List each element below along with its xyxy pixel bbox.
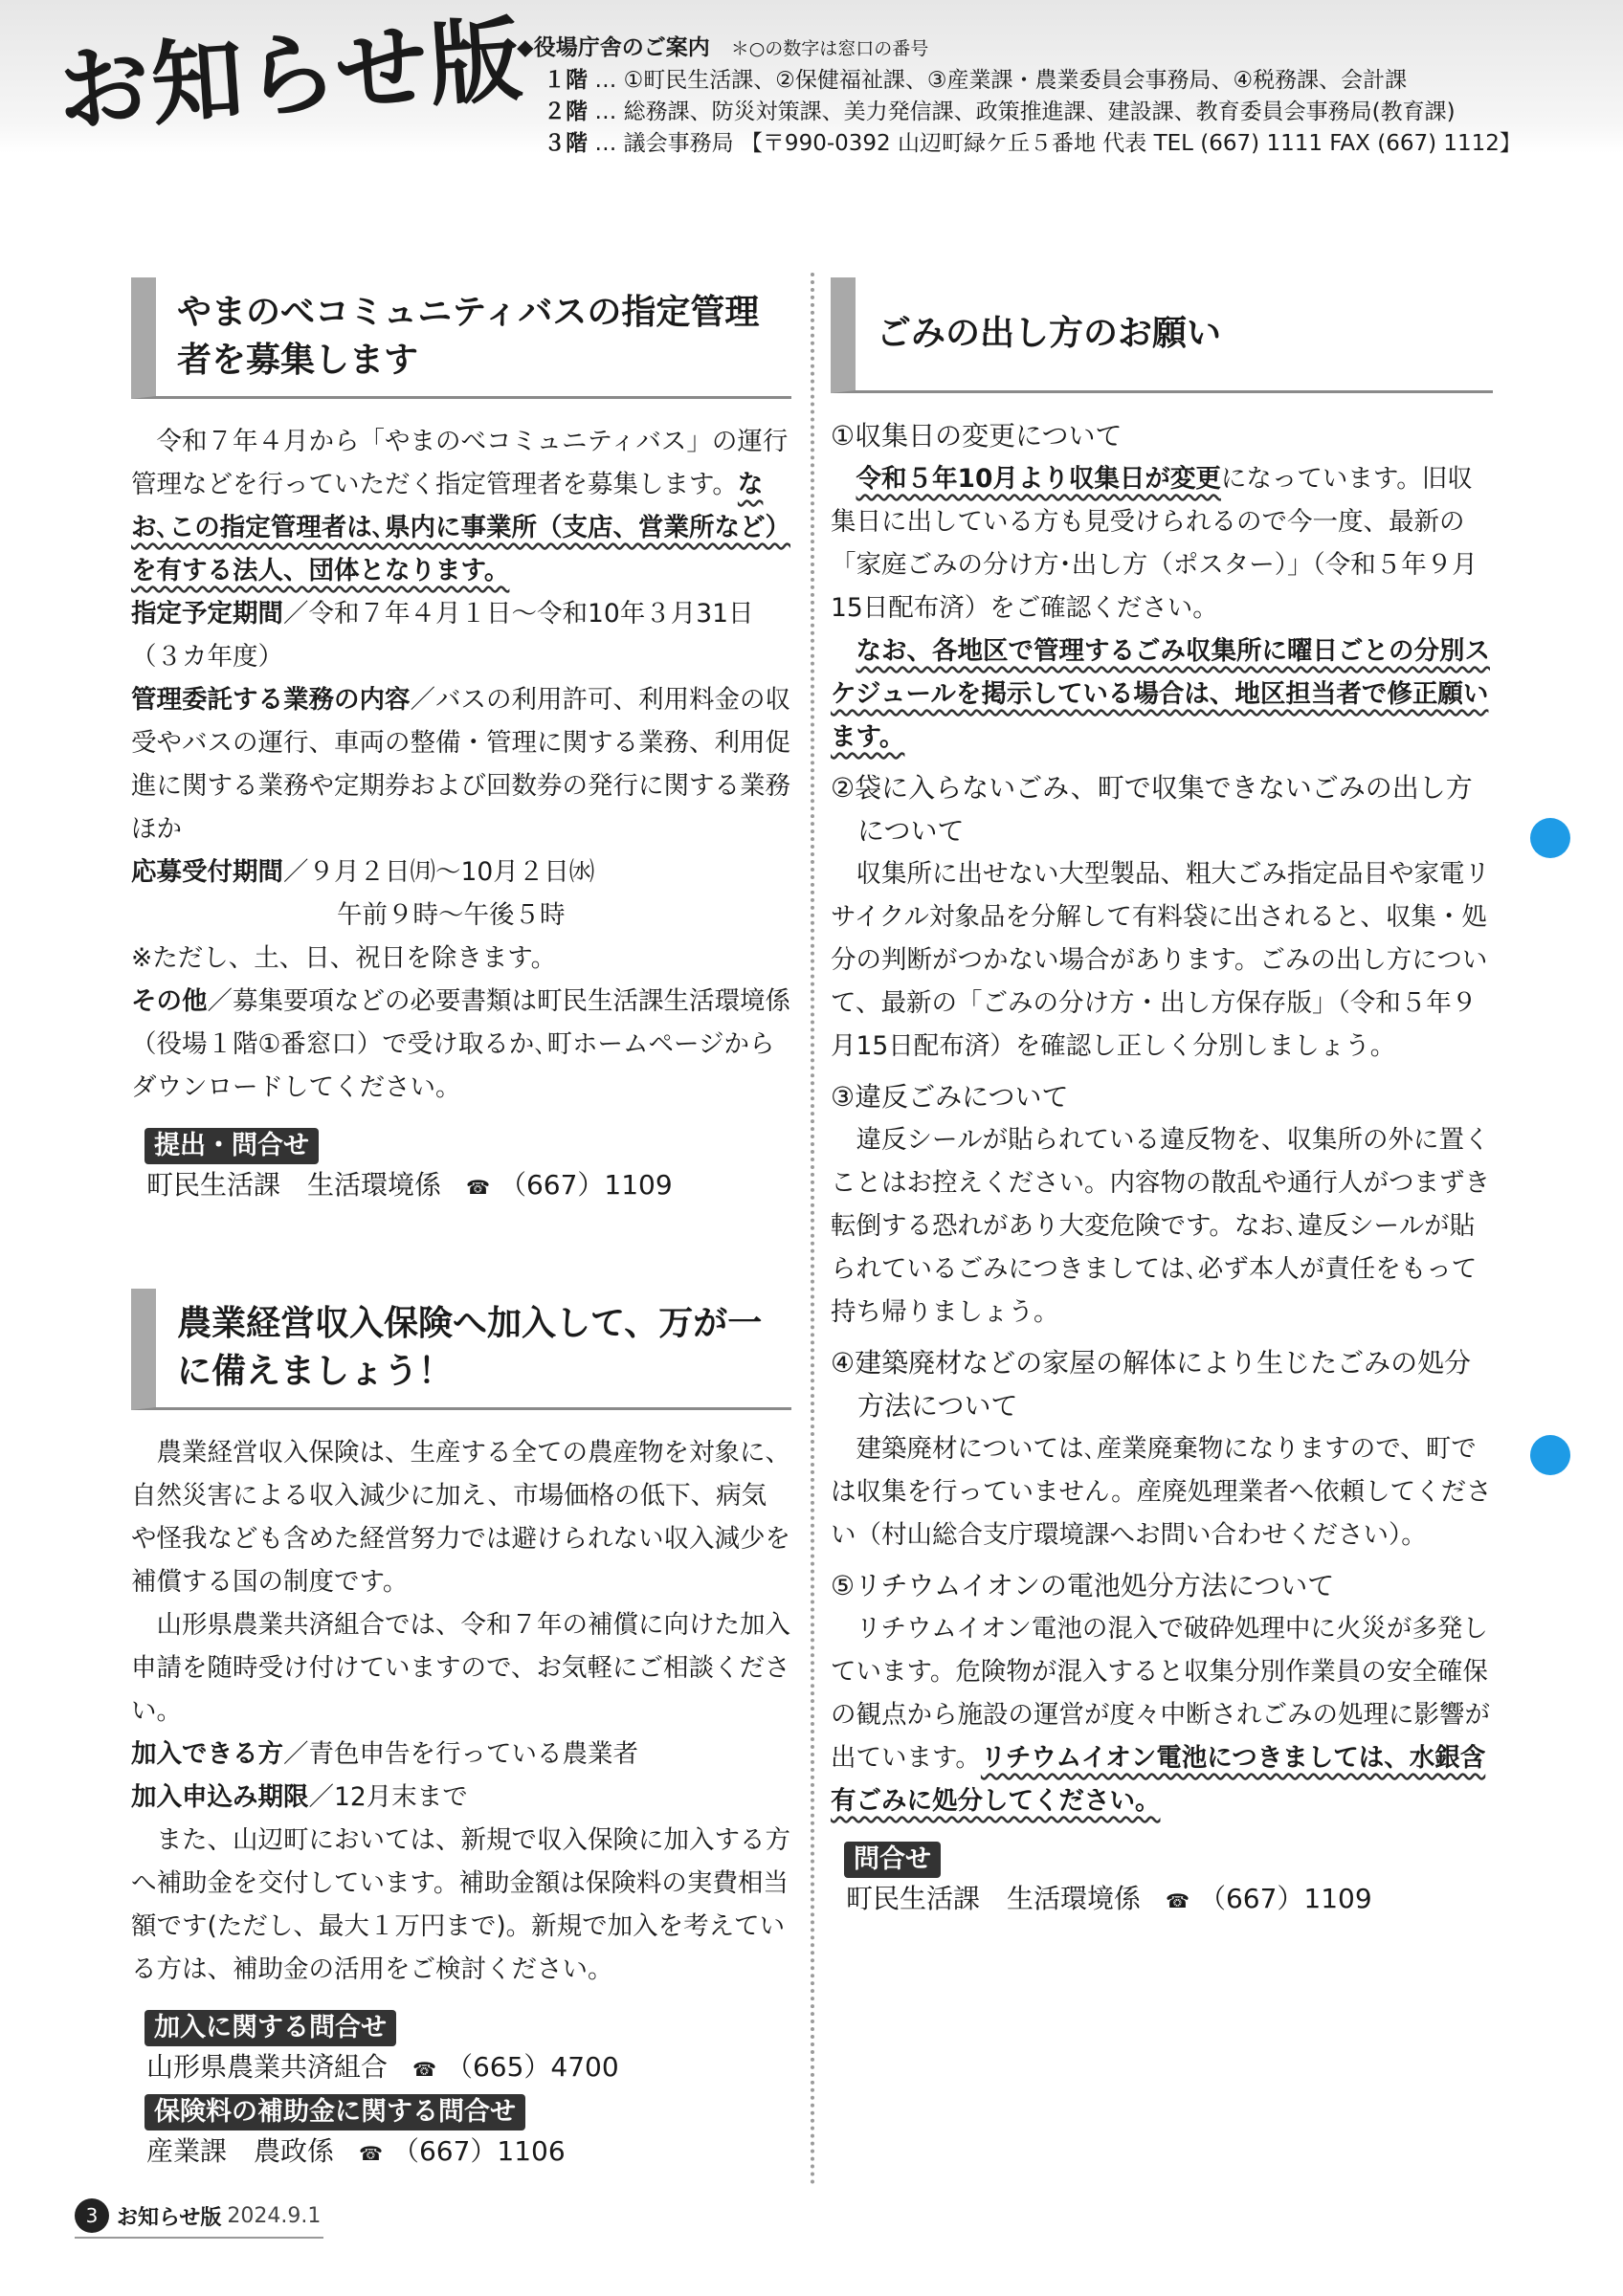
farm-contact1-badge: 加入に関する問合せ: [145, 2010, 396, 2046]
floor-line: ２階 … 総務課、防災対策課、美力発信課、政策推進課、建設課、教育委員会事務局(教育課): [544, 99, 1456, 124]
office-guide: [517, 33, 1522, 160]
floor-line: ３階 … 議会事務局 【〒990-0392 山辺町緑ケ丘５番地 代表 TEL (667) 1111 FAX (667) 1112】: [544, 131, 1522, 156]
footer-title: お知らせ版: [117, 2205, 222, 2230]
bus-other: その他／募集要項などの必要書類は町民生活課生活環境係（役場１階①番窓口）で受け取るか､町ホームページからダウンロードしてください。: [131, 986, 790, 1102]
farm-who: 加入できる方／青色申告を行っている農業者: [131, 1739, 638, 1769]
farm-contact2-badge: 保険料の補助金に関する問合せ: [145, 2094, 525, 2130]
phone-icon: ☎: [1166, 1889, 1189, 1912]
office-guide-note: ＊○の数字は窓口の番号: [730, 38, 929, 59]
garbage-s1-heading: ①収集日の変更について: [831, 420, 1123, 452]
farm-section-title: 農業経営収入保険へ加入して、万が一に備えましょう！: [131, 1289, 791, 1410]
left-column: [131, 277, 791, 2175]
garbage-s2-heading: ②袋に入らないごみ、町で収集できないごみの出し方について: [831, 772, 1473, 847]
column-divider: [811, 273, 814, 2186]
garbage-contact-badge: 問合せ: [844, 1842, 941, 1878]
garbage-s2-text: 収集所に出せない大型製品、粗大ごみ指定品目や家電リサイクル対象品を分解して有料袋に出されると、収集・処分の判断がつかない場合があります。ごみの出し方について、最新の「ごみの分け方・出し方保存版」（令和５年９月15日配布済）を確認し正しく分別しましょう。: [831, 859, 1490, 1061]
bus-work: 管理委託する業務の内容／バスの利用許可、利用料金の収受やバスの運行、車両の整備・管理に関する業務、利用促進に関する業務や定期券および回数券の発行に関する業務ほか: [131, 685, 790, 844]
right-column: [831, 277, 1493, 1922]
page-footer: [75, 2198, 323, 2239]
garbage-s1-emphasis: なお、各地区で管理するごみ収集所に曜日ごとの分別スケジュールを掲示している場合は、地区担当者で修正願います。: [831, 636, 1490, 752]
floor-line: １階 … ①町民生活課、②保健福祉課、③産業課・農業委員会事務局、④税務課、会計課: [544, 68, 1408, 93]
bus-accept: 応募受付期間／９月２日㈪～10月２日㈬: [131, 857, 595, 887]
farm-p3: また、山辺町においては、新規で収入保険に加入する方へ補助金を交付しています。補助金額は保険料の実費相当額です(ただし、最大１万円まで)。新規で加入を考えている方は、補助金の活用をご検討ください。: [131, 1825, 790, 1984]
bus-intro: 令和７年４月から「やまのべコミュニティバス」の運行管理などを行っていただく指定管理者を募集します。なお､この指定管理者は､県内に事業所（支店、営業所など）を有する法人、団体となります。: [131, 427, 790, 585]
bus-accept-time: 午前９時～午後５時: [337, 900, 566, 930]
garbage-s5-text: リチウムイオン電池の混入で破砕処理中に火災が多発しています。危険物が混入すると収集分別作業員の安全確保の観点から施設の運営が度々中断されごみの処理に影響が出ています。リチウムイオン電池につきましては、水銀含有ごみに処分してください。: [831, 1614, 1490, 1816]
newsletter-logo: お知らせ版: [54, 5, 527, 145]
farm-contact2: 産業課 農政係 ☎ （667）1106: [146, 2135, 566, 2167]
farm-p1: 農業経営収入保険は、生産する全ての農産物を対象に、自然災害による収入減少に加え、市場価格の低下、病気や怪我なども含めた経営努力では避けられない収入減少を補償する国の制度です。: [131, 1438, 790, 1597]
bus-intro-emphasis: なお､この指定管理者は､県内に事業所（支店、営業所など）を有する法人、団体となります。: [131, 470, 790, 585]
bus-contact-badge: 提出・問合せ: [145, 1128, 319, 1164]
garbage-s1-text: 令和５年10月より収集日が変更になっています。旧収集日に出している方も見受けられるので今一度、最新の「家庭ごみの分け方･出し方（ポスター）」（令和５年９月15日配布済）をご確認ください。: [831, 464, 1478, 623]
bus-accept-note: ※ただし、土、日、祝日を除きます。: [131, 943, 557, 973]
office-guide-title: ◆役場庁舎のご案内: [517, 35, 710, 60]
garbage-s5-heading: ⑤リチウムイオンの電池処分方法について: [831, 1570, 1335, 1601]
farm-deadline: 加入申込み期限／12月末まで: [131, 1782, 468, 1812]
phone-icon: ☎: [412, 2058, 436, 2081]
phone-icon: ☎: [359, 2142, 383, 2165]
decorative-dot: [1530, 1435, 1570, 1475]
garbage-s3-text: 違反シールが貼られている違反物を、収集所の外に置くことはお控えください。内容物の散乱や通行人がつまずき転倒する恐れがあり大変危険です。なお､違反シールが貼られているごみにつきましては､必ず本人が責任をもって持ち帰りましょう。: [831, 1125, 1490, 1327]
footer-date: 2024.9.1: [227, 2203, 322, 2228]
farm-contact1: 山形県農業共済組合 ☎ （665）4700: [146, 2051, 619, 2083]
farm-p2: 山形県農業共済組合では、令和７年の補償に向けた加入申請を随時受け付けていますので、お気軽にご相談ください。: [131, 1610, 790, 1726]
decorative-dot: [1530, 818, 1570, 858]
garbage-contact: 町民生活課 生活環境係 ☎ （667）1109: [846, 1883, 1372, 1914]
garbage-s3-heading: ③違反ごみについて: [831, 1081, 1069, 1113]
garbage-s4-text: 建築廃材については､産業廃棄物になりますので、町では収集を行っていません。産廃処理業者へ依頼してください（村山総合支庁環境課へお問い合わせください）。: [831, 1434, 1492, 1550]
garbage-section-title: ごみの出し方のお願い: [831, 277, 1493, 393]
masthead: [0, 0, 1623, 156]
phone-icon: ☎: [466, 1176, 490, 1199]
bus-contact: 町民生活課 生活環境係 ☎ （667）1109: [146, 1169, 673, 1201]
bus-period: 指定予定期間／令和７年４月１日～令和10年３月31日（３カ年度）: [131, 599, 754, 672]
page-number: 3: [75, 2198, 109, 2233]
garbage-s4-heading: ④建築廃材などの家屋の解体により生じたごみの処分方法について: [831, 1347, 1472, 1422]
bus-section-title: やまのべコミュニティバスの指定管理者を募集します: [131, 277, 791, 399]
